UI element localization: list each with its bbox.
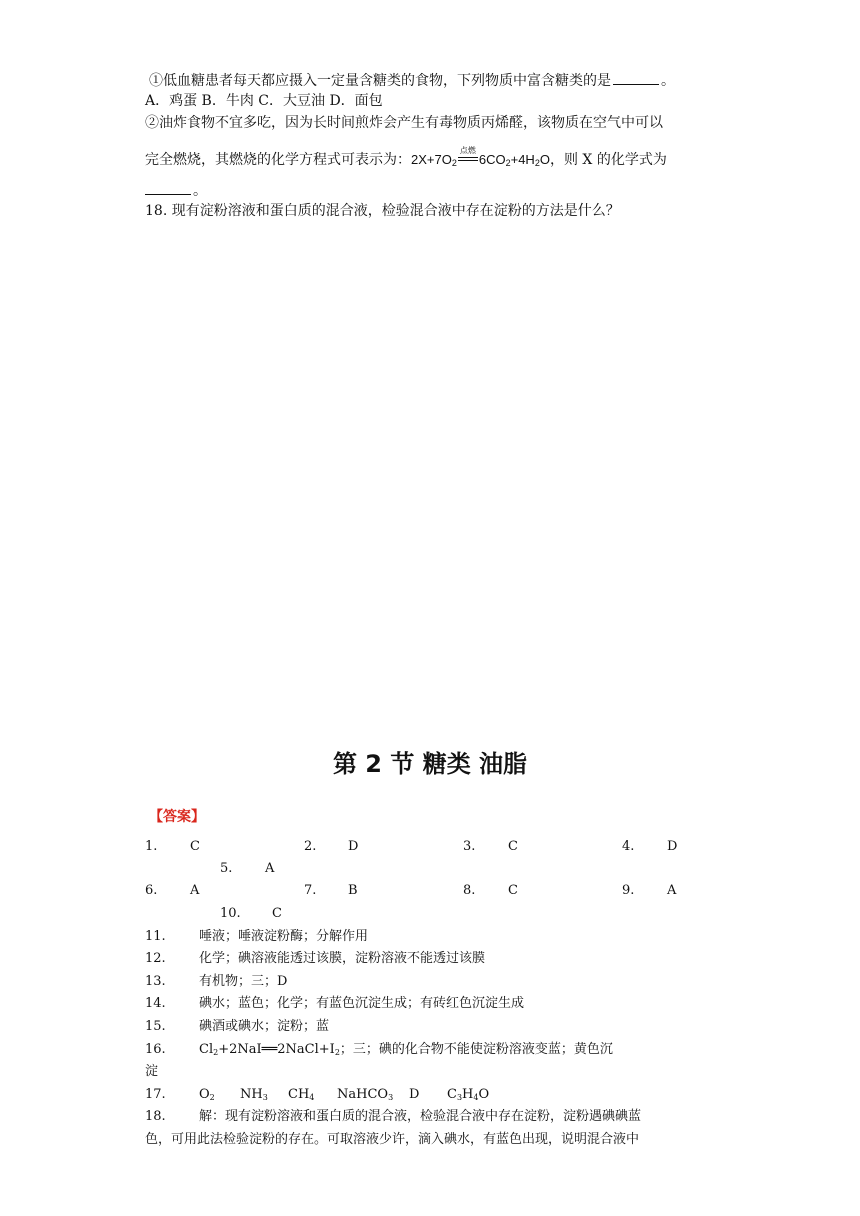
- answer-17-o2: [199, 1086, 215, 1107]
- answer-number: 8.: [463, 883, 476, 898]
- answer-value: A: [190, 883, 200, 898]
- answer-number: 16.: [145, 1042, 166, 1057]
- answer-value: C: [190, 839, 200, 854]
- answer-number: 15.: [145, 1019, 166, 1034]
- eq-subscript: 2: [334, 1048, 340, 1057]
- formula-subscript: 3: [456, 1093, 463, 1102]
- answer-number: 6.: [145, 883, 158, 898]
- formula-text: NaHCO: [337, 1087, 389, 1102]
- answer-number: 13.: [145, 974, 166, 989]
- answer-12: 化学；碘溶液能透过该膜，淀粉溶液不能透过该膜: [199, 951, 486, 966]
- answer-number: 4.: [622, 839, 635, 854]
- question-17-part2-line3: [145, 180, 207, 200]
- question-text: ①低血糖患者每天都应摄入一定量含糖类的食物，下列物质中富含糖类的是: [149, 73, 611, 89]
- formula-text: C: [447, 1087, 457, 1102]
- equals-bar: [458, 157, 478, 158]
- condition-label: 点燃: [459, 146, 476, 155]
- eq-right: +4H: [510, 152, 535, 167]
- answer-18-line1: 解：现有淀粉溶液和蛋白质的混合液，检验混合液中存在淀粉，淀粉遇碘碘蓝: [199, 1109, 642, 1124]
- answer-value: D: [667, 839, 678, 854]
- answer-number: 17.: [145, 1087, 166, 1102]
- answer-value: C: [508, 883, 518, 898]
- question-17-part2-line1: ②油炸食物不宜多吃，因为长时间煎炸会产生有毒物质丙烯醛，该物质在空气中可以: [145, 115, 663, 131]
- formula-text: O: [478, 1087, 490, 1102]
- answer-number: 9.: [622, 883, 635, 898]
- answer-11: 唾液；唾液淀粉酶；分解作用: [199, 929, 369, 944]
- answer-15: 碘酒或碘水；淀粉；蓝: [199, 1019, 330, 1034]
- answer-18-line2: 色，可用此法检验淀粉的存在。可取溶液少许，滴入碘水，有蓝色出现，说明混合液中: [145, 1132, 640, 1147]
- eq-right: 6CO: [478, 152, 506, 167]
- eq-subscript: 2: [505, 158, 511, 168]
- answer-16-wrap: 淀: [145, 1064, 159, 1079]
- answer-value: B: [348, 883, 358, 898]
- answer-14: 碘水；蓝色；化学；有蓝色沉淀生成；有砖红色沉淀生成: [199, 996, 525, 1011]
- eq-part: Cl: [199, 1042, 214, 1057]
- question-text: ，则 X 的化学式为: [549, 152, 667, 168]
- answer-17-c3h4o: [447, 1086, 489, 1107]
- answer-17-nh3: [240, 1086, 268, 1107]
- eq-part: +2NaI══2NaCl+I: [218, 1042, 335, 1057]
- formula-subscript: 4: [309, 1093, 315, 1102]
- equals-bar: [458, 160, 478, 161]
- section-title: 第 2 节 糖类 油脂: [332, 750, 528, 778]
- eq-subscript: 2: [451, 158, 457, 168]
- answer-17-ch4: [288, 1086, 314, 1107]
- answer-tag: 【答案】: [149, 809, 205, 825]
- question-text-end: 。: [193, 183, 207, 199]
- eq-subscript: 2: [534, 158, 540, 168]
- answer-blank[interactable]: [613, 70, 659, 85]
- answer-value: C: [508, 839, 518, 854]
- answer-number: 3.: [463, 839, 476, 854]
- answer-16: [199, 1041, 613, 1062]
- answer-17-nahco3: [337, 1086, 393, 1107]
- eq-left: 2X+7O: [411, 152, 452, 167]
- answer-number: 1.: [145, 839, 158, 854]
- answer-number: 7.: [304, 883, 317, 898]
- formula-text: NH: [240, 1087, 263, 1102]
- formula-subscript: 4: [473, 1093, 479, 1102]
- eq-subscript: 2: [213, 1048, 219, 1057]
- formula-subscript: 3: [388, 1093, 394, 1102]
- answer-number: 2.: [304, 839, 317, 854]
- reaction-condition: [458, 146, 478, 164]
- question-17-part1: [149, 70, 675, 90]
- formula-text: CH: [288, 1087, 310, 1102]
- answer-value: D: [348, 839, 359, 854]
- answer-number: 12.: [145, 951, 166, 966]
- question-text: 完全燃烧，其燃烧的化学方程式可表示为：: [145, 152, 411, 168]
- answer-number: 18.: [145, 1109, 166, 1124]
- answer-13: 有机物；三；D: [199, 974, 288, 989]
- formula-subscript: 2: [209, 1093, 215, 1102]
- answer-17-d: D: [409, 1087, 420, 1102]
- answer-value: A: [667, 883, 677, 898]
- chemical-equation: [411, 146, 550, 168]
- answer-value: A: [265, 861, 275, 876]
- answer-number: 11.: [145, 929, 166, 944]
- answer-number: 14.: [145, 996, 166, 1011]
- formula-text: H: [462, 1087, 474, 1102]
- answer-number: 5.: [220, 861, 233, 876]
- eq-right: O: [539, 152, 550, 167]
- question-18: 18. 现有淀粉溶液和蛋白质的混合液，检验混合液中存在淀粉的方法是什么？: [145, 203, 620, 219]
- answer-text: ；三；碘的化合物不能使淀粉溶液变蓝；黄色沉: [339, 1042, 613, 1057]
- question-text-end: 。: [661, 73, 675, 89]
- formula-subscript: 3: [262, 1093, 268, 1102]
- question-17-options: A．鸡蛋 B．牛肉 C．大豆油 D．面包: [145, 93, 383, 109]
- formula-text: O: [199, 1087, 210, 1102]
- answer-number: 10.: [220, 906, 241, 921]
- answer-value: C: [272, 906, 282, 921]
- answer-blank[interactable]: [145, 180, 191, 195]
- question-17-part2-line2: [145, 146, 667, 172]
